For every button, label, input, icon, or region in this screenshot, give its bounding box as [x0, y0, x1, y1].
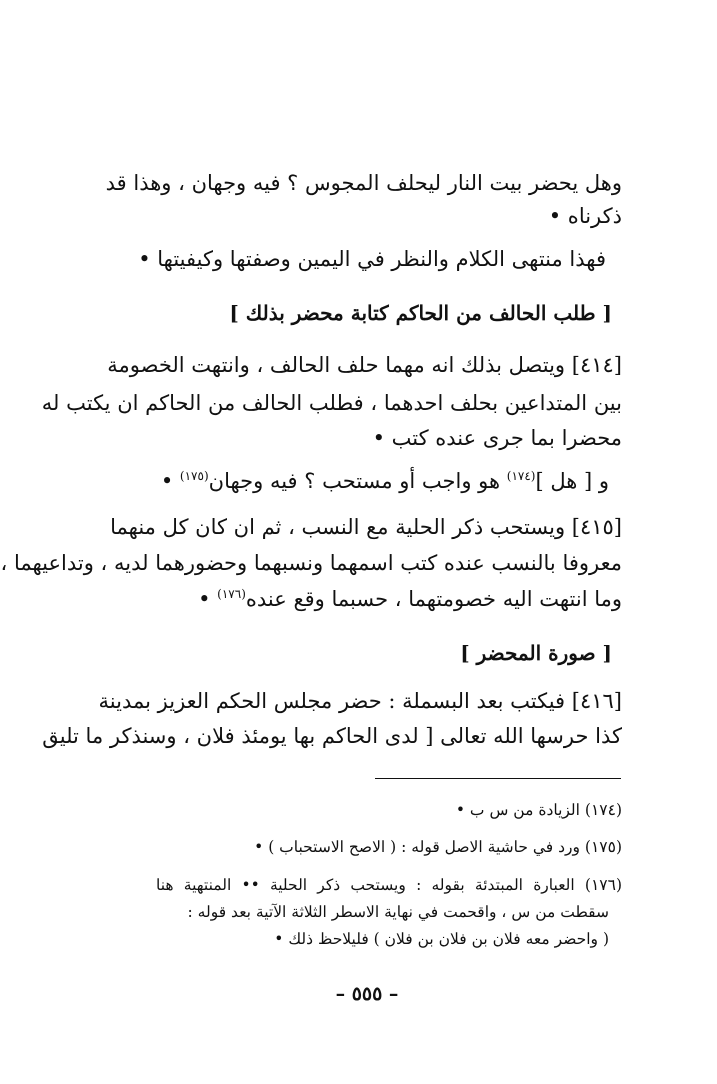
paragraph-3-line-1: [٤١٤] ويتصل بذلك انه مهما حلف الحالف ، وانتهت الخصومة [107, 353, 622, 377]
section-heading-2: [ صورة المحضر ] [460, 641, 612, 665]
paragraph-5-text: وما انتهت اليه خصومتهما ، حسبما وقع عنده [245, 587, 622, 611]
paragraph-5-line-1: [٤١٥] ويستحب ذكر الحلية مع النسب ، ثم ان كان كل منهما [110, 515, 622, 539]
paragraph-5-line-3 [156, 584, 622, 614]
footnote-176-line-3: ( واحضر معه فلان بن فلان بن فلان ) فليلاحظ ذلك • [274, 930, 609, 948]
paragraph-3-line-2: بين المتداعين بحلف احدهما ، فطلب الحالف من الحاكم ان يكتب له [41, 391, 622, 415]
paragraph-1-line-1: وهل يحضر بيت النار ليحلف المجوس ؟ فيه وجهان ، وهذا قد [105, 171, 622, 195]
paragraph-1-line-2: ذكرناه • [548, 204, 622, 228]
paragraph-5-line-2: معروفا بالنسب عنده كتب اسمهما ونسبهما وحضورهما لديه ، وتداعيهما ، [0, 551, 622, 575]
footnote-174: (١٧٤) الزيادة من س ب • [455, 801, 622, 819]
paragraph-2: فهذا منتهى الكلام والنظر في اليمين وصفتها وكيفيتها • [138, 247, 606, 271]
footnote-separator [375, 778, 621, 779]
paragraph-6-line-2: كذا حرسها الله تعالى [ لدى الحاكم بها يومئذ فلان ، وسنذكر ما تليق [42, 724, 622, 748]
paragraph-6-line-1: [٤١٦] فيكتب بعد البسملة : حضر مجلس الحكم العزيز بمدينة [98, 689, 622, 713]
footnote-175: (١٧٥) ورد في حاشية الاصل قوله : ( الاصح الاستحباب ) • [254, 838, 622, 856]
paragraph-5-end: • [198, 587, 218, 611]
footnote-176-line-1: (١٧٦) العبارة المبتدئة بقوله : ويستحب ذكر الحلية •• المنتهية هنا [156, 876, 622, 894]
footnote-ref-176: (١٧٦) [217, 587, 246, 601]
paragraph-4-end: • [160, 469, 180, 493]
footnote-ref-174: (١٧٤) [506, 469, 536, 483]
paragraph-4-text: و [ هل ] [535, 469, 609, 493]
footnote-176-line-2: سقطت من س ، واقحمت في نهاية الاسطر الثلاثة الآتية بعد قوله : [187, 903, 609, 921]
paragraph-4 [156, 466, 609, 496]
paragraph-3-line-3: محضرا بما جرى عنده كتب • [372, 426, 622, 450]
section-heading-1: [ طلب الحالف من الحاكم كتابة محضر بذلك ] [229, 301, 612, 325]
page-number: – ٥٥٥ – [335, 983, 399, 1005]
paragraph-4-middle: هو واجب أو مستحب ؟ فيه وجهان [208, 469, 507, 493]
footnote-ref-175: (١٧٥) [179, 469, 209, 483]
